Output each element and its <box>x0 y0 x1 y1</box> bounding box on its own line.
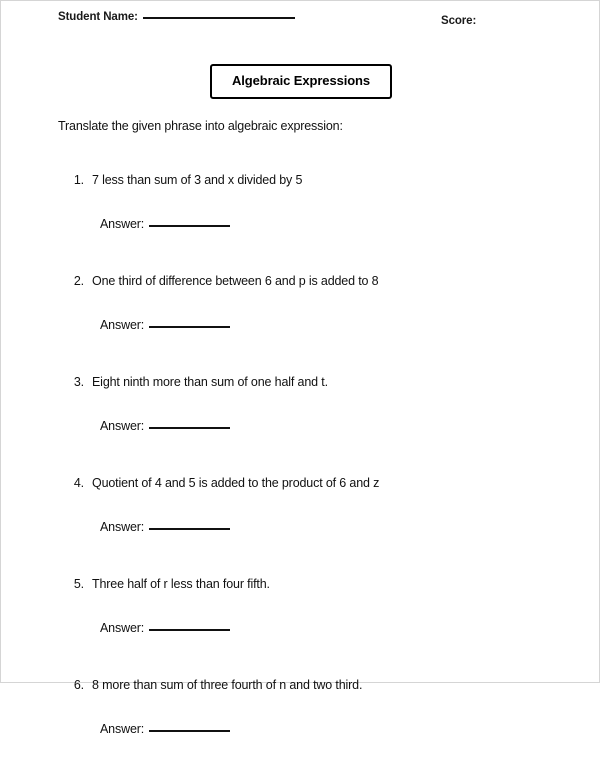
question-prompt <box>58 476 379 490</box>
question-item <box>1 375 601 476</box>
question-text: Eight ninth more than sum of one half and t. <box>92 375 328 389</box>
student-name-label: Student Name: <box>58 11 138 23</box>
answer-row <box>100 419 230 433</box>
question-text: 8 more than sum of three fourth of n and two third. <box>92 678 363 692</box>
answer-label: Answer: <box>100 621 145 635</box>
title-box <box>210 64 392 99</box>
score-label: Score: <box>441 15 477 27</box>
question-item <box>1 678 601 779</box>
student-name-field-group <box>58 11 295 23</box>
answer-input[interactable] <box>149 629 230 631</box>
answer-row <box>100 722 230 736</box>
question-item <box>1 173 601 274</box>
answer-label: Answer: <box>100 419 145 433</box>
answer-row <box>100 621 230 635</box>
answer-input[interactable] <box>149 528 230 530</box>
answer-row <box>100 217 230 231</box>
question-text: Quotient of 4 and 5 is added to the product of 6 and z <box>92 476 380 490</box>
answer-input[interactable] <box>149 326 230 328</box>
answer-row <box>100 318 230 332</box>
answer-label: Answer: <box>100 318 145 332</box>
answer-input[interactable] <box>149 225 230 227</box>
answer-input[interactable] <box>149 730 230 732</box>
question-number: 3. <box>73 375 84 389</box>
question-prompt <box>58 678 362 692</box>
question-number: 6. <box>73 678 84 692</box>
score-field-group <box>441 11 476 29</box>
page-title: Algebraic Expressions <box>231 73 371 88</box>
answer-input[interactable] <box>149 427 230 429</box>
question-list <box>1 173 601 779</box>
question-item <box>1 476 601 577</box>
student-name-input[interactable] <box>143 17 295 19</box>
question-text: Three half of r less than four fifth. <box>92 577 270 591</box>
question-number: 5. <box>73 577 84 591</box>
question-text: One third of difference between 6 and p is added to 8 <box>92 274 379 288</box>
question-number: 2. <box>73 274 84 288</box>
worksheet-header <box>1 11 601 33</box>
question-prompt <box>58 375 328 389</box>
question-item <box>1 274 601 375</box>
answer-label: Answer: <box>100 520 145 534</box>
question-item <box>1 577 601 678</box>
answer-label: Answer: <box>100 217 145 231</box>
title-container <box>1 64 601 99</box>
question-prompt <box>58 274 378 288</box>
question-prompt <box>58 173 302 187</box>
question-number: 1. <box>73 173 84 187</box>
answer-row <box>100 520 230 534</box>
answer-label: Answer: <box>100 722 145 736</box>
instruction-text: Translate the given phrase into algebraic expression: <box>58 119 343 133</box>
question-text: 7 less than sum of 3 and x divided by 5 <box>92 173 303 187</box>
question-number: 4. <box>73 476 84 490</box>
question-prompt <box>58 577 270 591</box>
